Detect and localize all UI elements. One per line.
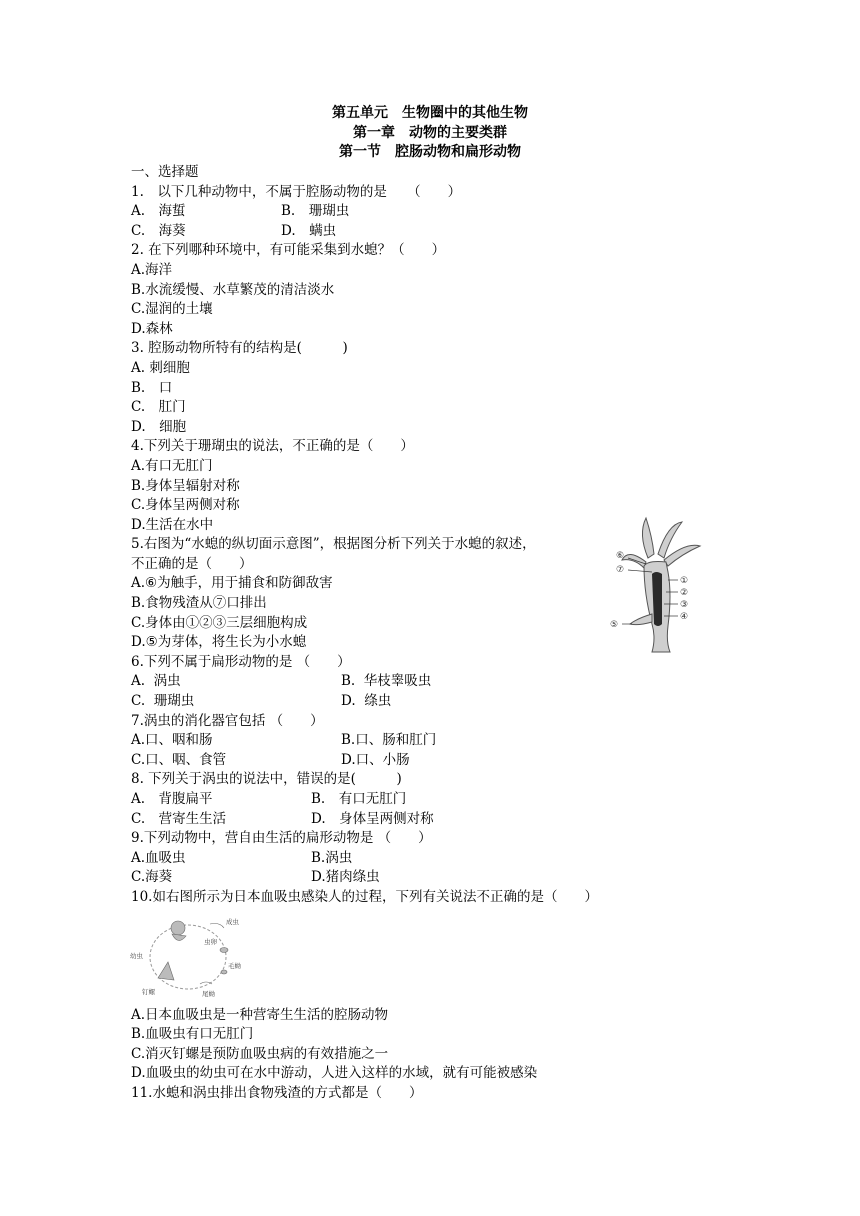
option: A. 涡虫 (131, 673, 181, 690)
diagram-label: ① (680, 576, 689, 586)
question-10-stem: 10.如右图所示为日本血吸虫感染人的过程，下列有关说法不正确的是（ ） (131, 888, 598, 905)
option: D.森林 (131, 320, 173, 337)
title-block (0, 104, 860, 163)
option: B.涡虫 (311, 849, 353, 866)
question-7-stem: 7.涡虫的消化器官包括 （ ） (131, 712, 324, 729)
unit-title: 第五单元 生物圈中的其他生物 (332, 105, 528, 121)
question-8-options-row-2 (131, 810, 611, 830)
question-8-stem: 8. 下列关于涡虫的说法中，错误的是( ) (131, 771, 402, 788)
option: B.口、肠和肛门 (341, 732, 437, 749)
option: C.海葵 (131, 869, 173, 886)
option: B. 口 (131, 379, 173, 396)
cycle-label: 毛蚴 (228, 962, 241, 970)
diagram-label: ④ (680, 612, 689, 622)
cycle-label: 虫卵 (204, 938, 217, 946)
question-6-options-row-1 (131, 672, 611, 692)
miracidium (221, 970, 227, 974)
tentacle (642, 518, 654, 558)
option: D.血吸虫的幼虫可在水中游动，人进入这样的水域，就有可能被感染 (131, 1065, 538, 1082)
tentacle (622, 554, 646, 568)
question-8-options-row-1 (131, 790, 611, 810)
tentacle (664, 545, 700, 566)
diagram-label: ⑦ (616, 565, 625, 575)
option: A. 海蜇 (131, 203, 186, 220)
option: A.有口无肛门 (131, 457, 213, 474)
question-5-stem-continued: 不正确的是（ ） (131, 555, 253, 572)
option: D.口、小肠 (341, 751, 410, 768)
option: A.海洋 (131, 261, 173, 278)
human-figure (171, 921, 185, 935)
human-figure (172, 934, 186, 941)
question-9-stem: 9.下列动物中，营自由生活的扁形动物是 （ ） (131, 830, 432, 847)
question-6-stem: 6.下列不属于扁形动物的是 （ ） (131, 653, 351, 670)
option: C.湿润的土壤 (131, 301, 213, 318)
question-1-stem: 1. 以下几种动物中，不属于腔肠动物的是 （ ） (131, 183, 462, 200)
option: D.猪肉绦虫 (311, 869, 380, 886)
cycle-label: 尾蚴 (202, 990, 215, 998)
option: C. 海葵 (131, 222, 186, 239)
cycle-ring (150, 925, 226, 989)
option: B.水流缓慢、水草繁茂的清洁淡水 (131, 281, 335, 298)
option: D.生活在水中 (131, 516, 214, 533)
diagram-label: ② (680, 588, 689, 598)
option: B.食物残渣从⑦口排出 (131, 595, 267, 612)
question-7-options-row-1 (131, 731, 611, 751)
option: C.身体呈两侧对称 (131, 497, 240, 514)
option: D. 身体呈两侧对称 (311, 810, 434, 827)
option: C. 肛门 (131, 399, 186, 416)
option: C. 营寄生生活 (131, 810, 227, 827)
option: A. 刺细胞 (131, 359, 190, 376)
question-11-stem: 11.水螅和涡虫排出食物残渣的方式都是（ ） (131, 1084, 423, 1101)
egg (220, 948, 228, 953)
cycle-label: 成虫 (226, 918, 239, 926)
question-9-options-row-1 (131, 849, 611, 869)
option: D. 细胞 (131, 418, 187, 435)
adult-worm (210, 924, 224, 929)
question-5-stem: 5.右图为“水螅的纵切面示意图”，根据图分析下列关于水螅的叙述， (131, 536, 536, 553)
question-2-stem: 2. 在下列哪种环境中，有可能采集到水螅？（ ） (131, 242, 446, 259)
question-9-options-row-2 (131, 868, 611, 888)
option: A. 背腹扁平 (131, 791, 213, 807)
option: B. 有口无肛门 (311, 791, 407, 807)
option: D.⑤为芽体，将生长为小水螅 (131, 634, 307, 651)
option: A.血吸虫 (131, 849, 186, 866)
question-1-options-row-2 (131, 222, 611, 242)
option: B. 珊瑚虫 (281, 203, 350, 220)
hydra-diagram (608, 514, 706, 656)
question-4-stem: 4.下列关于珊瑚虫的说法，不正确的是（ ） (131, 438, 414, 455)
option: C.消灭钉螺是预防血吸虫病的有效措施之一 (131, 1045, 389, 1062)
question-3-stem: 3. 腔肠动物所特有的结构是( ) (131, 340, 348, 357)
larva (200, 982, 212, 984)
section-heading: 一、选择题 (131, 164, 199, 180)
option: B.血吸虫有口无肛门 (131, 1026, 254, 1043)
option: C.口、咽、食管 (131, 751, 227, 768)
option: A.⑥为触手，用于捕食和防御敌害 (131, 575, 333, 592)
diagram-label: ⑥ (616, 551, 625, 561)
hydra-bud (630, 614, 652, 625)
option: A.日本血吸虫是一种营寄生生活的腔肠动物 (131, 1006, 389, 1023)
section-title: 第一节 腔肠动物和扁形动物 (339, 144, 521, 160)
question-1-options-row-1 (131, 202, 611, 222)
cycle-label: 幼虫 (130, 952, 143, 960)
option: A.口、咽和肠 (131, 732, 213, 749)
diagram-label: ③ (680, 600, 689, 610)
question-6-options-row-2 (131, 692, 611, 712)
option: C. 珊瑚虫 (131, 693, 195, 710)
question-7-options-row-2 (131, 751, 611, 771)
option: B.身体呈辐射对称 (131, 477, 240, 494)
snail (158, 962, 174, 980)
blood-fluke-cycle-diagram (128, 912, 248, 1002)
chapter-title: 第一章 动物的主要类群 (353, 124, 507, 141)
option: D. 绦虫 (341, 693, 392, 710)
option: C.身体由①②③三层细胞构成 (131, 614, 308, 631)
option: B. 华枝睾吸虫 (341, 673, 432, 690)
option: D. 螨虫 (281, 222, 337, 239)
cycle-label: 钉螺 (142, 988, 155, 996)
diagram-label: ⑤ (610, 620, 619, 630)
